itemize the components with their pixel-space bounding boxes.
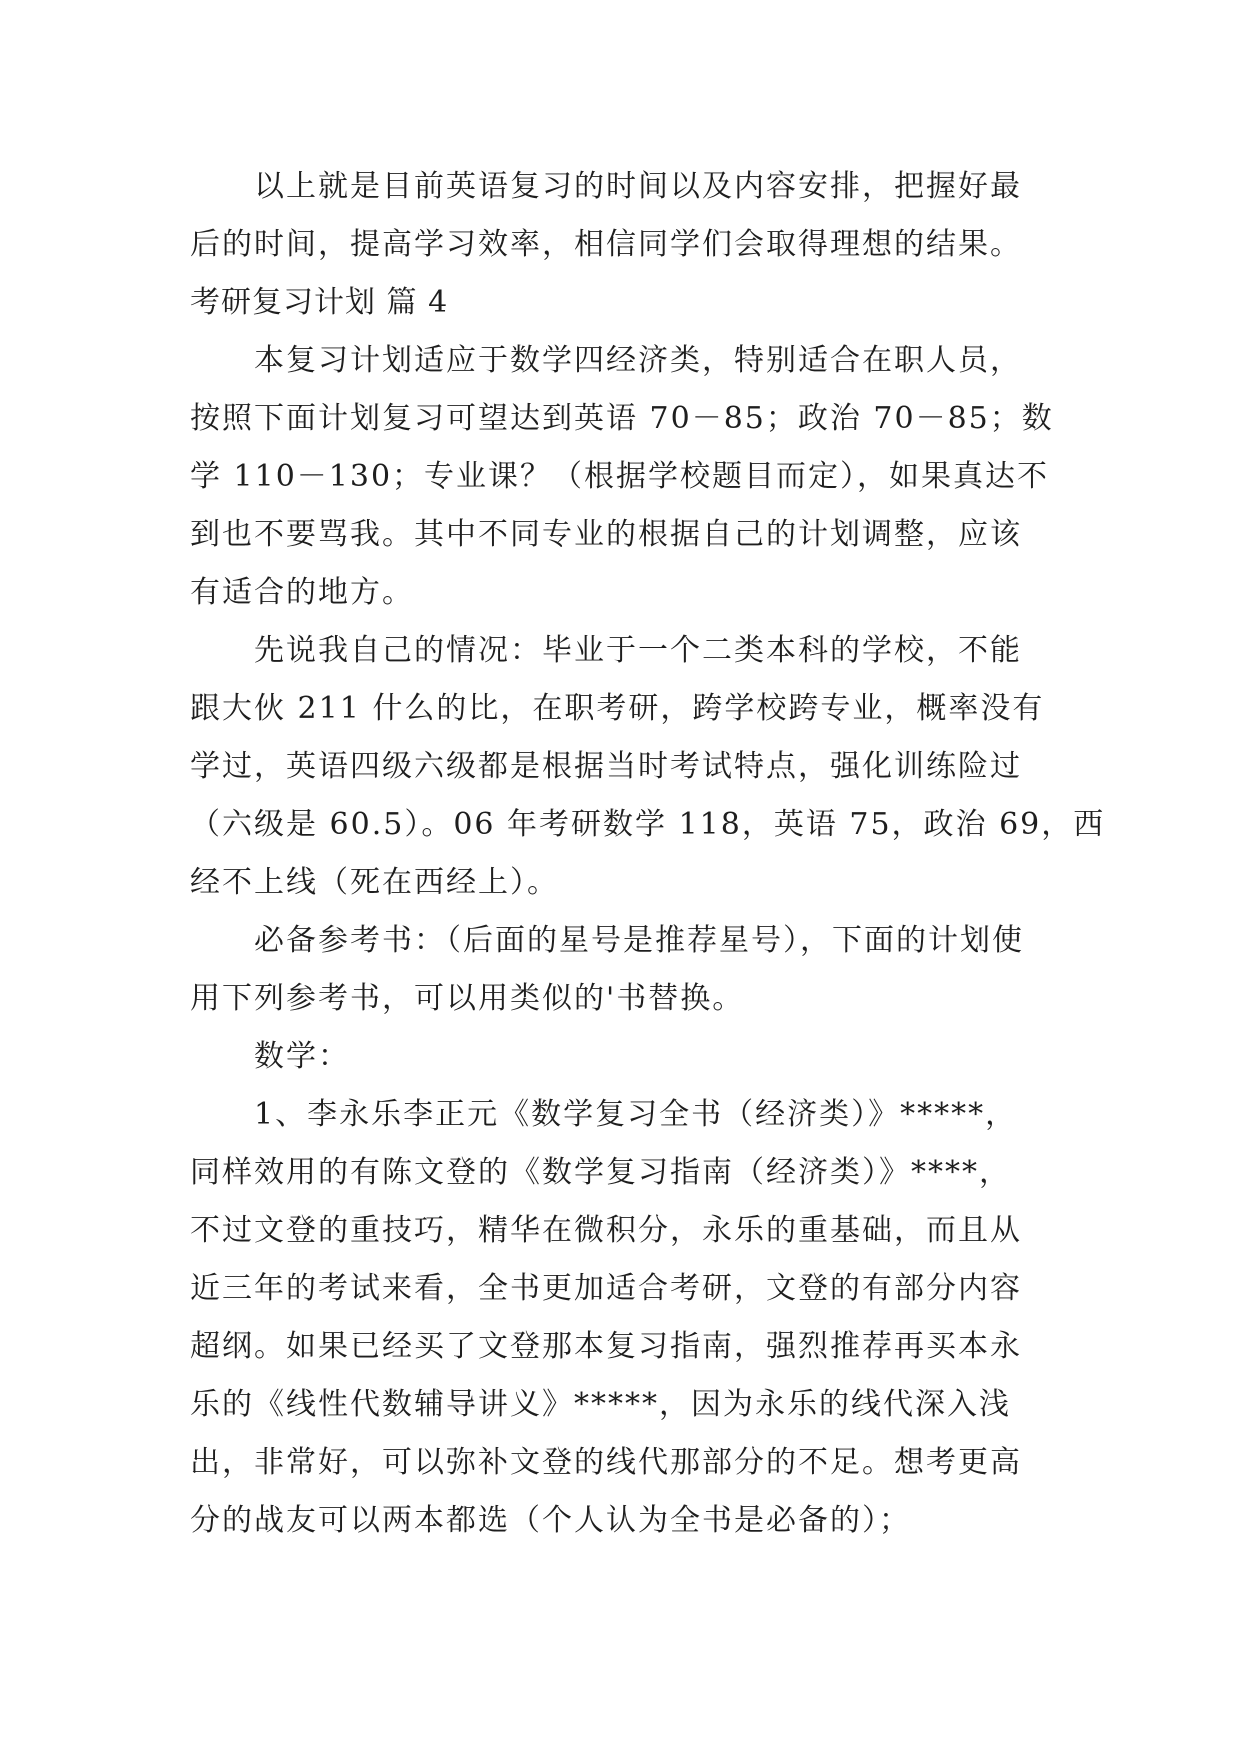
paragraph-line: 到也不要骂我。其中不同专业的根据自己的计划调整，应该 — [190, 517, 1022, 552]
paragraph-line: 经不上线（死在西经上）。 — [190, 865, 559, 900]
paragraph-line: 按照下面计划复习可望达到英语 70－85；政治 70－85；数 — [190, 401, 1054, 436]
paragraph-line: 跟大伙 211 什么的比，在职考研，跨学校跨专业，概率没有 — [190, 691, 1045, 726]
section-heading: 考研复习计划 篇 4 — [190, 285, 449, 320]
paragraph-line: 分的战友可以两本都选（个人认为全书是必备的）； — [190, 1503, 911, 1538]
paragraph-line: 1、李永乐李正元《数学复习全书（经济类）》*****， — [190, 1097, 1018, 1132]
paragraph-line: 以上就是目前英语复习的时间以及内容安排，把握好最 — [190, 169, 1022, 204]
paragraph-line: 本复习计划适应于数学四经济类，特别适合在职人员， — [190, 343, 1022, 378]
paragraph-line: 先说我自己的情况：毕业于一个二类本科的学校，不能 — [190, 633, 1022, 668]
paragraph-line: 后的时间，提高学习效率，相信同学们会取得理想的结果。 — [190, 227, 1022, 262]
paragraph-line: （六级是 60.5）。06 年考研数学 118，英语 75，政治 69，西 — [190, 807, 1106, 842]
paragraph-line: 超纲。如果已经买了文登那本复习指南，强烈推荐再买本永 — [190, 1329, 1022, 1364]
document-body — [190, 158, 1106, 1550]
paragraph-line: 学过，英语四级六级都是根据当时考试特点，强化训练险过 — [190, 749, 1022, 784]
paragraph-line: 同样效用的有陈文登的《数学复习指南（经济类）》****， — [190, 1155, 1011, 1190]
paragraph-line: 近三年的考试来看，全书更加适合考研，文登的有部分内容 — [190, 1271, 1022, 1306]
paragraph-line: 不过文登的重技巧，精华在微积分，永乐的重基础，而且从 — [190, 1213, 1022, 1248]
paragraph-line: 数学： — [190, 1039, 350, 1074]
paragraph-line: 必备参考书：（后面的星号是推荐星号），下面的计划使 — [190, 923, 1024, 958]
paragraph-line: 用下列参考书，可以用类似的'书替换。 — [190, 981, 745, 1016]
paragraph-line: 乐的《线性代数辅导讲义》*****，因为永乐的线代深入浅 — [190, 1387, 1011, 1422]
paragraph-line: 有适合的地方。 — [190, 575, 414, 610]
paragraph-line: 出，非常好，可以弥补文登的线代那部分的不足。想考更高 — [190, 1445, 1022, 1480]
paragraph-line: 学 110－130；专业课？（根据学校题目而定），如果真达不 — [190, 459, 1050, 494]
